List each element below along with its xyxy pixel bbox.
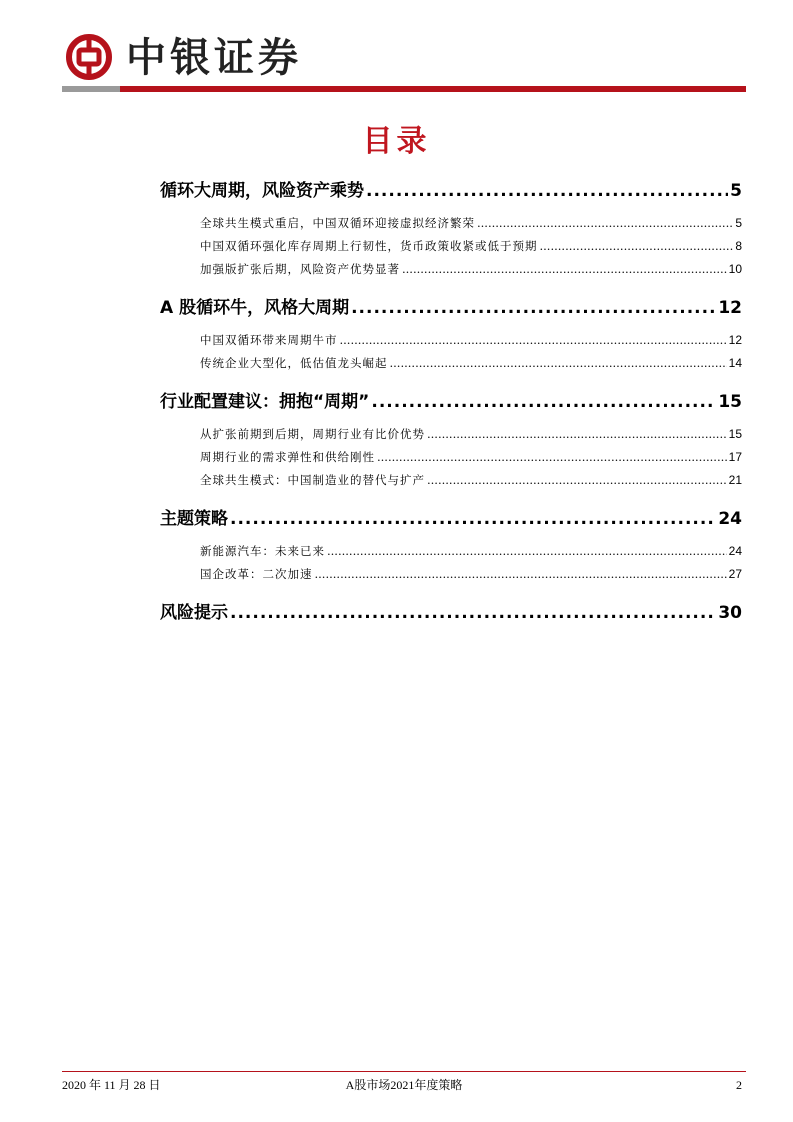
toc-item[interactable] bbox=[200, 563, 742, 586]
leader-dots bbox=[340, 329, 727, 352]
toc-item[interactable] bbox=[200, 540, 742, 563]
toc-section-page: 5 bbox=[730, 181, 742, 201]
toc-item-page: 21 bbox=[728, 473, 742, 487]
toc-item-label: 新能源汽车：未来已来 bbox=[200, 544, 325, 558]
toc-item[interactable] bbox=[200, 423, 742, 446]
toc-item[interactable] bbox=[200, 212, 742, 235]
toc-item[interactable] bbox=[200, 446, 742, 469]
toc-section-3-items bbox=[160, 423, 742, 492]
footer-page-number: 2 bbox=[736, 1078, 742, 1092]
toc-item-page: 27 bbox=[728, 567, 742, 581]
toc-item-label: 中国双循环带来周期牛市 bbox=[200, 333, 338, 347]
page-footer bbox=[62, 1076, 746, 1094]
toc-item-page: 24 bbox=[728, 544, 742, 558]
table-of-contents bbox=[160, 178, 742, 626]
leader-dots bbox=[402, 258, 727, 281]
leader-dots bbox=[390, 352, 727, 375]
leader-dots bbox=[315, 563, 727, 586]
toc-item-page: 10 bbox=[728, 262, 742, 276]
toc-section-3[interactable] bbox=[160, 389, 742, 415]
toc-item-label: 全球共生模式：中国制造业的替代与扩产 bbox=[200, 473, 425, 487]
toc-section-1-items bbox=[160, 212, 742, 281]
toc-item[interactable] bbox=[200, 258, 742, 281]
bank-of-china-logo-icon bbox=[65, 33, 113, 81]
toc-section-page: 12 bbox=[718, 298, 742, 318]
toc-section-5[interactable] bbox=[160, 600, 742, 626]
toc-item-label: 传统企业大型化，低估值龙头崛起 bbox=[200, 356, 388, 370]
toc-section-1[interactable] bbox=[160, 178, 742, 204]
toc-title: 目录 bbox=[362, 124, 431, 159]
leader-dots bbox=[371, 389, 716, 415]
leader-dots bbox=[230, 600, 716, 626]
leader-dots bbox=[427, 423, 727, 446]
footer-rule bbox=[62, 1071, 746, 1072]
toc-section-4[interactable] bbox=[160, 506, 742, 532]
toc-section-page: 15 bbox=[718, 392, 742, 412]
toc-item-label: 全球共生模式重启，中国双循环迎接虚拟经济繁荣 bbox=[200, 216, 475, 230]
leader-dots bbox=[477, 212, 733, 235]
toc-section-4-items bbox=[160, 540, 742, 586]
toc-section-label: 行业配置建议：拥抱“周期” bbox=[160, 392, 370, 412]
toc-section-label: 风险提示 bbox=[160, 603, 228, 623]
toc-item-label: 从扩张前期到后期，周期行业有比价优势 bbox=[200, 427, 425, 441]
leader-dots bbox=[230, 506, 716, 532]
toc-item-page: 5 bbox=[735, 216, 742, 230]
toc-item-page: 17 bbox=[728, 450, 742, 464]
header-rule-red bbox=[120, 86, 746, 92]
brand-name: 中银证券 bbox=[126, 34, 302, 81]
toc-item[interactable] bbox=[200, 469, 742, 492]
toc-item-page: 8 bbox=[735, 239, 742, 253]
header-rule-grey bbox=[62, 86, 120, 92]
leader-dots bbox=[351, 295, 716, 321]
leader-dots bbox=[366, 178, 728, 204]
toc-item-page: 15 bbox=[728, 427, 742, 441]
toc-section-label: 主题策略 bbox=[160, 509, 228, 529]
toc-item-label: 周期行业的需求弹性和供给刚性 bbox=[200, 450, 375, 464]
toc-section-2[interactable] bbox=[160, 295, 742, 321]
toc-section-label: A 股循环牛，风格大周期 bbox=[160, 298, 350, 318]
footer-date: 2020 年 11 月 28 日 bbox=[62, 1078, 161, 1092]
report-header bbox=[62, 28, 746, 92]
toc-item[interactable] bbox=[200, 235, 742, 258]
toc-section-2-items bbox=[160, 329, 742, 375]
leader-dots bbox=[327, 540, 727, 563]
leader-dots bbox=[377, 446, 727, 469]
footer-doc-title: A股市场2021年度策略 bbox=[345, 1078, 463, 1092]
toc-item-label: 国企改革：二次加速 bbox=[200, 567, 313, 581]
toc-section-page: 24 bbox=[718, 509, 742, 529]
toc-item-label: 中国双循环强化库存周期上行韧性，货币政策收紧或低于预期 bbox=[200, 239, 538, 253]
toc-item-page: 14 bbox=[728, 356, 742, 370]
leader-dots bbox=[427, 469, 727, 492]
toc-section-page: 30 bbox=[718, 603, 742, 623]
toc-item-label: 加强版扩张后期，风险资产优势显著 bbox=[200, 262, 400, 276]
toc-item[interactable] bbox=[200, 329, 742, 352]
toc-item[interactable] bbox=[200, 352, 742, 375]
leader-dots bbox=[540, 235, 734, 258]
toc-section-label: 循环大周期，风险资产乘势 bbox=[160, 181, 364, 201]
toc-item-page: 12 bbox=[728, 333, 742, 347]
